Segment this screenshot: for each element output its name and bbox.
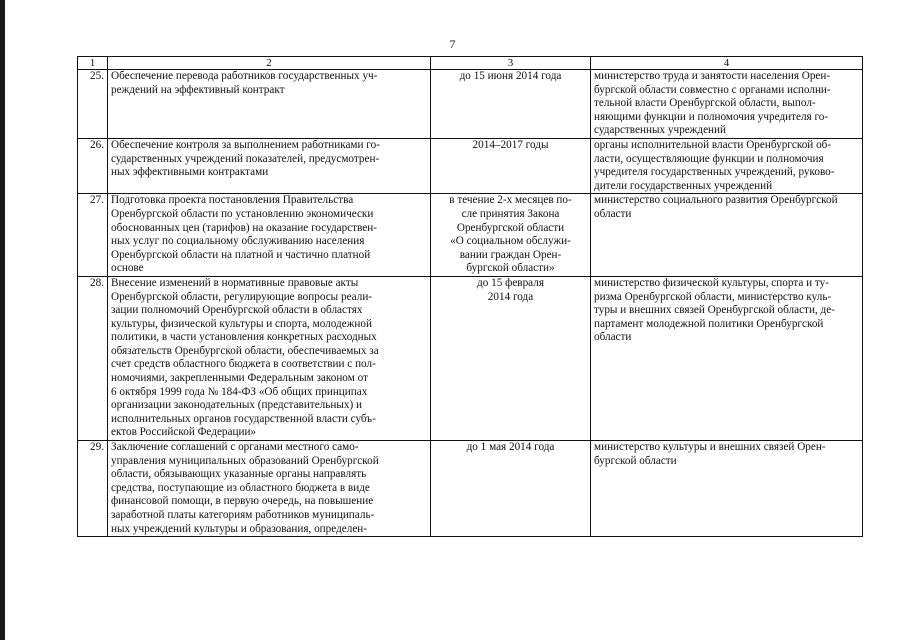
column-header-3: 3 bbox=[431, 57, 591, 70]
row-number: 28. bbox=[78, 276, 108, 440]
table-row bbox=[78, 441, 863, 537]
executor-cell: министерство социального развития Оренбургской области bbox=[591, 194, 863, 277]
scan-edge bbox=[0, 0, 5, 640]
column-header-2: 2 bbox=[108, 57, 431, 70]
deadline-cell: до 15 июня 2014 года bbox=[431, 70, 591, 139]
row-number: 25. bbox=[78, 70, 108, 139]
task-cell: Внесение изменений в нормативные правовые акты Оренбургской области, регулирующие вопросы реали- зации полномочий Оренбургской области в областях культуры, физической культуры и спорта, молодежной политики, в части установления конкретных расходных обязательств Оренбургской области, обеспечиваемых за счет средств областного бюджета в соответствии с пол- номочиями, закрепленными Федеральным законом от 6 октября 1999 года № 184-ФЗ «Об общих принципах организации законодательных (представительных) и исполнительных органов государственной власти субъ- ектов Российской Федерации» bbox=[108, 276, 431, 440]
plan-table bbox=[77, 56, 863, 537]
row-number: 29. bbox=[78, 441, 108, 537]
row-number: 27. bbox=[78, 194, 108, 277]
table-row bbox=[78, 276, 863, 440]
deadline-cell: 2014–2017 годы bbox=[431, 138, 591, 193]
task-cell: Подготовка проекта постановления Правительства Оренбургской области по установлению экономически обоснованных цен (тарифов) на оказание государствен- ных услуг по социальному обслуживанию населения Оренбургской области на платной и частично платной основе bbox=[108, 194, 431, 277]
task-cell: Обеспечение перевода работников государственных уч- реждений на эффективный контракт bbox=[108, 70, 431, 139]
deadline-cell: до 1 мая 2014 года bbox=[431, 441, 591, 537]
table-row bbox=[78, 194, 863, 277]
table-row bbox=[78, 70, 863, 139]
executor-cell: министерство культуры и внешних связей Орен- бургской области bbox=[591, 441, 863, 537]
page-number: 7 bbox=[449, 37, 456, 51]
executor-cell: органы исполнительной власти Оренбургской об- ласти, осуществляющие функции и полномочия учредителя государственных учреждений, руково- дители государственных учреждений bbox=[591, 138, 863, 193]
column-header-4: 4 bbox=[591, 57, 863, 70]
deadline-cell: до 15 февраля 2014 года bbox=[431, 276, 591, 440]
task-cell: Обеспечение контроля за выполнением работниками го- сударственных учреждений показателей, предусмотрен- ных эффективными контрактами bbox=[108, 138, 431, 193]
column-header-1: 1 bbox=[78, 57, 108, 70]
task-cell: Заключение соглашений с органами местного само- управления муниципальных образований Оренбургской области, обязывающих указанные органы направлять средства, поступающие из областного бюджета в виде финансовой помощи, в первую очередь, на повышение заработной платы категориям работников муниципаль- ных учреждений культуры и образования, определен- bbox=[108, 441, 431, 537]
table-header-row bbox=[78, 57, 863, 70]
row-number: 26. bbox=[78, 138, 108, 193]
executor-cell: министерство труда и занятости населения Орен- бургской области совместно с органами исполни- тельной власти Оренбургской области, выпол- няющими функции и полномочия учредителя го- сударственных учреждений bbox=[591, 70, 863, 139]
deadline-cell: в течение 2-х месяцев по- сле принятия Закона Оренбургской области «О социальном обслужи- вании граждан Орен- бургской области» bbox=[431, 194, 591, 277]
executor-cell: министерство физической культуры, спорта и ту- ризма Оренбургской области, министерство куль- туры и внешних связей Оренбургской области, де- партамент молодежной политики Оренбургской области bbox=[591, 276, 863, 440]
table-row bbox=[78, 138, 863, 193]
